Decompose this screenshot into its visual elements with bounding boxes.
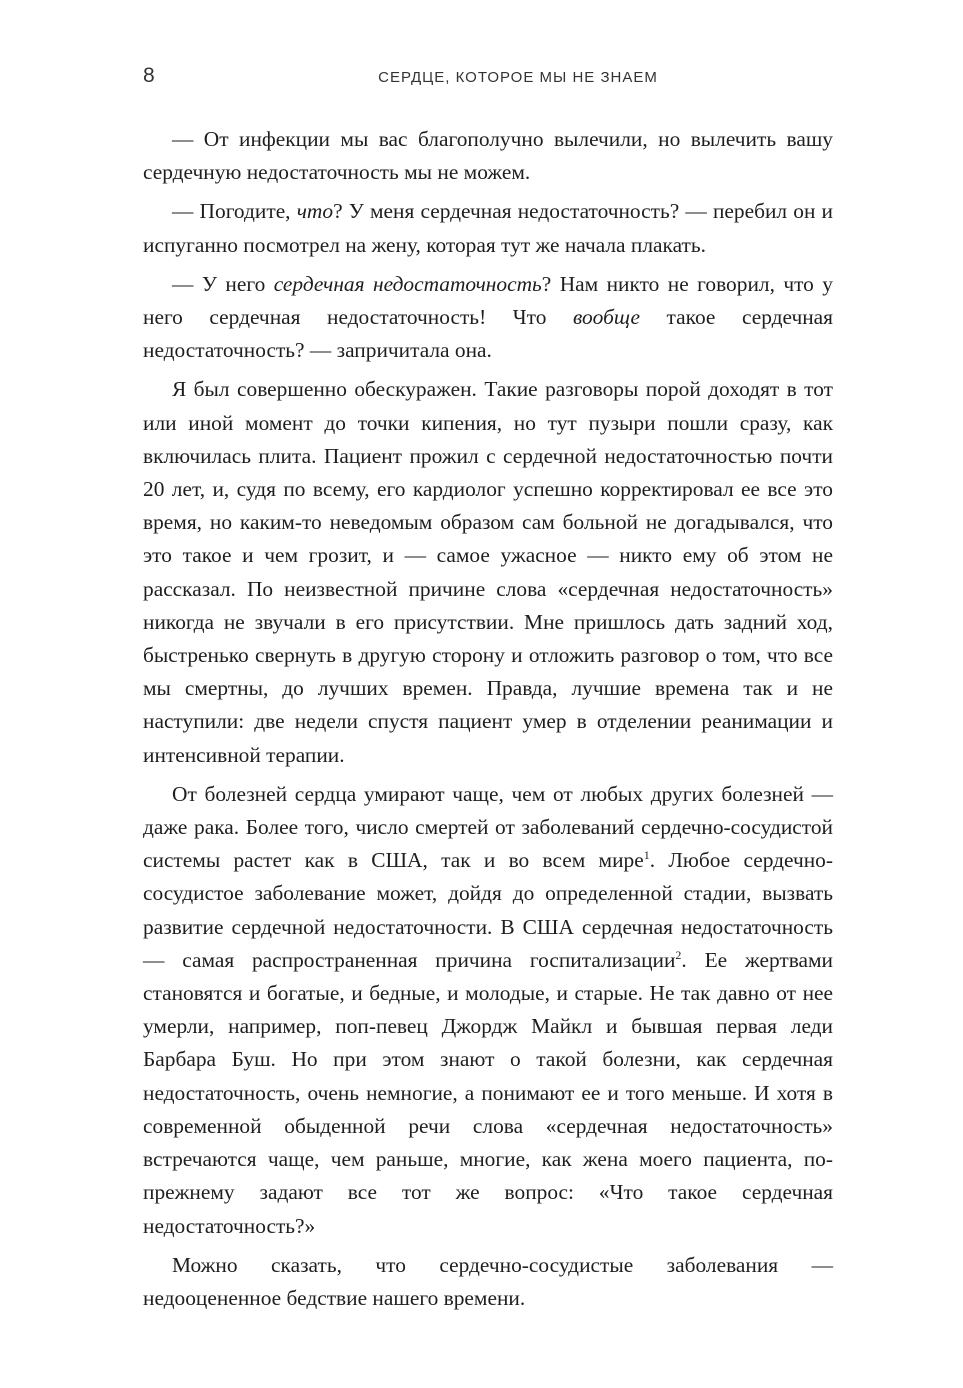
paragraph-narrative-2: От болезней сердца умирают чаще, чем от любых других болезней — даже рака. Более того, число смертей от заболеваний сердечно-сосудистой системы растет как в США, так и во всем мире$^1$. Любое сердечно-сосудистое заболевание может, дойдя до определенной стадии, вызвать развитие сердечной недостаточности. В США сердечная недостаточность — самая распространенная причина госпитализации$^2$. Ее жертвами становятся и богатые, и бедные, и молодые, и старые. Не так давно от нее умерли, например, поп-певец Джордж Майкл и бывшая первая леди Барбара Буш. Но при этом знают о такой болезни, как сердечная недостаточность, очень немногие, а понимают ее и того меньше. И хотя в современной обыденной речи слова «сердечная недостаточность» встречаются чаще, чем раньше, многие, как жена моего пациента, по-прежнему задают все тот же вопрос: «Что такое сердечная недостаточность?» [143,781,833,1238]
paragraph-conclusion: Можно сказать, что сердечно-сосудистые заболевания — недооцененное бедствие нашего времени. [143,1252,833,1310]
paragraph-dialogue-3: — У него сердечная недостаточность? Нам никто не говорил, что у него сердечная недостаточность! Что вообще такое сердечная недостаточность? — запричитала она. [143,271,833,363]
page-number: 8 [143,64,155,87]
footnote-ref[interactable]: 1 [643,848,650,863]
footnote-ref[interactable]: 2 [675,947,682,962]
paragraph-narrative-1: Я был совершенно обескуражен. Такие разговоры порой доходят в тот или иной момент до точки кипения, но тут пузыри пошли сразу, как включилась плита. Пациент прожил с сердечной недостаточностью почти 20 лет, и, судя по всему, его кардиолог успешно корректировал ее все это время, но каким-то неведомым образом сам больной не догадывался, что это такое и чем грозит, и — самое ужасное — никто ему об этом не рассказал. По неизвестной причине слова «сердечная недостаточность» никогда не звучали в его присутствии. Мне пришлось дать задний ход, быстренько свернуть в другую сторону и отложить разговор о том, что все мы смертны, до лучших времен. Правда, лучшие времена так и не наступили: две недели спустя пациент умер в отделении реанимации и интенсивной терапии. [143,377,833,767]
paragraph-dialogue-2: — Погодите, что? У меня сердечная недостаточность? — перебил он и испуганно посмотрел на жену, которая тут же начала плакать. [143,199,833,257]
emphasis: вообще [572,305,640,330]
emphasis: что [296,199,334,224]
running-title: СЕРДЦЕ, КОТОРОЕ МЫ НЕ ЗНАЕМ [378,69,658,86]
paragraph-dialogue-1: — От инфекции мы вас благополучно вылечили, но вылечить вашу сердечную недостаточность мы не можем. [143,127,833,185]
body-text [143,123,833,1315]
running-head [143,62,833,90]
emphasis: сердечная недостаточность [273,271,542,296]
